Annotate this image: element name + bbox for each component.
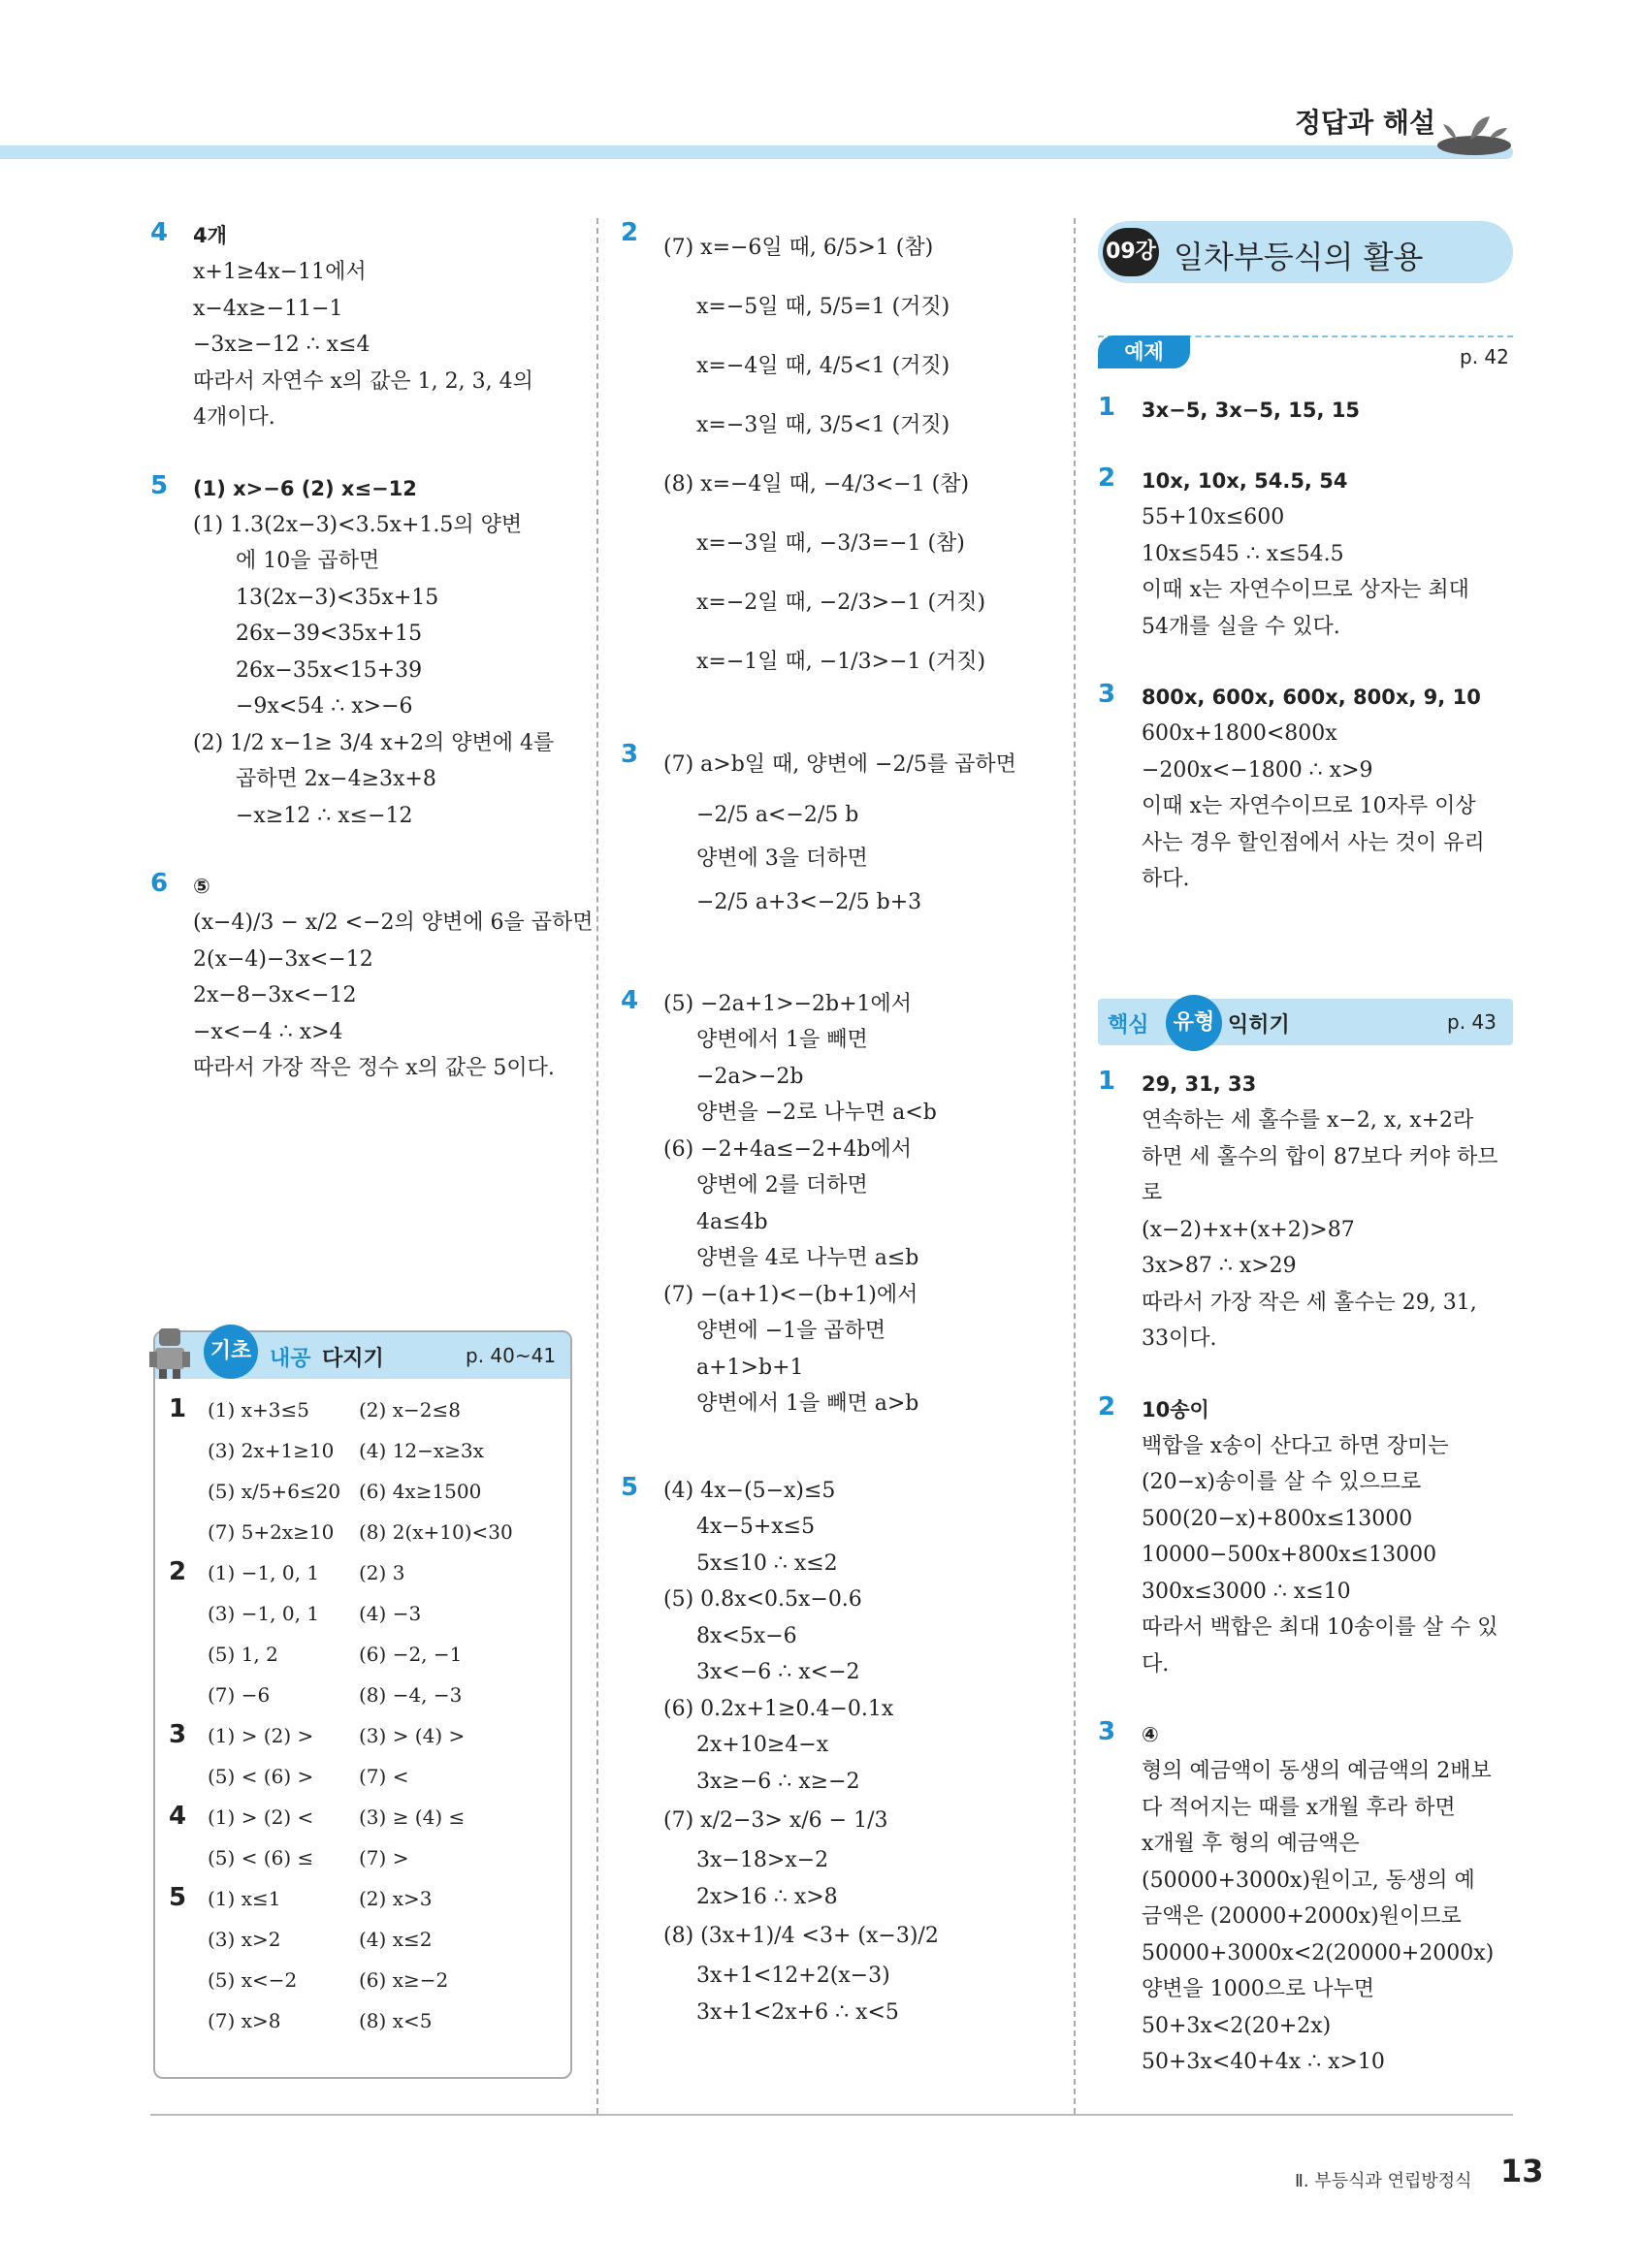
column-divider <box>1074 218 1076 2114</box>
item-number: 6 <box>150 869 169 898</box>
solution-line: (8) x=−4일 때, −4/3<−1 (참) <box>663 472 970 496</box>
solution-line: 600x+1800<800x <box>1142 721 1337 746</box>
answer-item <box>1098 1717 1515 2081</box>
solution-line: −x≥12 ∴ x≤−12 <box>236 803 413 828</box>
answer-item <box>621 740 1047 928</box>
basic-answers <box>169 1390 562 2042</box>
item-number: 3 <box>1098 680 1116 709</box>
core-badge: 유형 <box>1166 995 1222 1051</box>
basic-row: (5) x/5+6≤20 (6) 4x≥1500 <box>208 1480 482 1503</box>
basic-row: (5) < (6) > (7) < <box>208 1765 409 1788</box>
solution-line: 2x>16 ∴ x>8 <box>696 1884 838 1909</box>
solution-line: 따라서 가장 작은 정수 x의 값은 5이다. <box>193 1056 555 1080</box>
basic-row: (5) x<−2 (6) x≥−2 <box>208 1968 449 1992</box>
item-number: 1 <box>1098 393 1116 422</box>
basic-row: (5) < (6) ≤ (7) > <box>208 1846 409 1869</box>
solution-line: x=−2일 때, −2/3>−1 (거짓) <box>696 591 986 615</box>
item-number: 2 <box>1098 463 1116 493</box>
item-answer: (1) x>−6 (2) x≤−12 <box>193 476 417 500</box>
basic-row: (7) 5+2x≥10 (8) 2(x+10)<30 <box>208 1520 513 1544</box>
answer-item <box>150 218 577 436</box>
core-answers <box>1098 1067 1515 2081</box>
solution-line: (7) x=−6일 때, 6/5>1 (참) <box>663 236 934 260</box>
solution-line: (20−x)송이를 살 수 있으므로 <box>1142 1470 1422 1494</box>
solution-line: 양변에 2를 더하면 <box>696 1173 868 1198</box>
solution-line: 50000+3000x<2(20000+2000x) <box>1142 1940 1495 1965</box>
solution-line: (6) 0.2x+1≥0.4−0.1x <box>663 1696 894 1721</box>
answer-item <box>150 869 594 1087</box>
solution-line: x−4x≥−11−1 <box>193 296 343 321</box>
solution-line: 따라서 자연수 x의 값은 1, 2, 3, 4의 <box>193 368 533 394</box>
basic-row: 3 (1) > (2) > (3) > (4) > <box>169 1720 466 1749</box>
solution-line: 3x−18>x−2 <box>696 1848 829 1872</box>
solution-line: (5) −2a+1>−2b+1에서 <box>663 991 913 1016</box>
solution-line: 50+3x<40+4x ∴ x>10 <box>1142 2050 1385 2074</box>
solution-line: 양변을 1000으로 나누면 <box>1142 1977 1374 2001</box>
basic-row: (3) 2x+1≥10 (4) 12−x≥3x <box>208 1439 484 1462</box>
item-answer: ⑤ <box>193 875 210 898</box>
solution-line: 2x−8−3x<−12 <box>193 983 357 1007</box>
solution-line: 3x+1<2x+6 ∴ x<5 <box>696 1999 899 2025</box>
solution-line: 8x<5x−6 <box>696 1623 797 1648</box>
solution-line: 곱하면 2x−4≥3x+8 <box>236 767 436 791</box>
solution-line: 4x−5+x≤5 <box>696 1515 816 1539</box>
solution-line: (7) −(a+1)<−(b+1)에서 <box>663 1282 918 1307</box>
solution-line: −9x<54 ∴ x>−6 <box>236 694 413 719</box>
solution-line: x=−1일 때, −1/3>−1 (거짓) <box>696 650 986 674</box>
core-title-b: 익히기 <box>1228 1013 1290 1038</box>
solution-line: 3x>87 ∴ x>29 <box>1142 1254 1297 1278</box>
item-answer: 10x, 10x, 54.5, 54 <box>1142 469 1348 493</box>
lesson-banner <box>1098 221 1513 283</box>
footer-section: Ⅱ. 부등식과 연립방정식 <box>1295 2171 1472 2191</box>
item-number: 1 <box>1098 1067 1116 1096</box>
item-number: 5 <box>621 1472 639 1502</box>
solution-line: 백합을 x송이 산다고 하면 장미는 <box>1142 1433 1449 1458</box>
basic-badge: 기초 <box>204 1325 258 1379</box>
solution-line: 4개이다. <box>193 405 275 430</box>
item-answer: 10송이 <box>1142 1397 1209 1421</box>
solution-line: 따라서 가장 작은 세 홀수는 29, 31, <box>1142 1290 1477 1315</box>
solution-line: 300x≤3000 ∴ x≤10 <box>1142 1579 1351 1604</box>
solution-line: (x−4)/3 − x/2 <−2의 양변에 6을 곱하면 <box>193 910 594 935</box>
solution-line: x개월 후 형의 예금액은 <box>1142 1832 1360 1856</box>
solution-line: 로 <box>1142 1181 1163 1205</box>
solution-line: −2a>−2b <box>696 1064 804 1089</box>
solution-line: 하다. <box>1142 867 1190 891</box>
solution-line: −x<−4 ∴ x>4 <box>193 1019 343 1044</box>
solution-line: 양변에 −1을 곱하면 <box>696 1319 886 1343</box>
answer-item <box>1098 1392 1515 1683</box>
answer-item <box>1098 393 1515 429</box>
basic-row: (3) −1, 0, 1 (4) −3 <box>208 1602 422 1625</box>
item-number: 3 <box>1098 1717 1116 1746</box>
solution-line: (6) −2+4a≤−2+4b에서 <box>663 1136 913 1162</box>
basic-row: (7) x>8 (8) x<5 <box>208 2009 433 2032</box>
item-answer: 3x−5, 3x−5, 15, 15 <box>1142 399 1361 422</box>
item-number: 4 <box>150 218 169 247</box>
solution-line: 양변을 4로 나누면 a≤b <box>696 1246 919 1270</box>
sprout-icon <box>1435 109 1513 157</box>
solution-line: 5x≤10 ∴ x≤2 <box>696 1550 838 1576</box>
solution-line: 양변에 3을 더하면 <box>696 847 868 871</box>
solution-line: a+1>b+1 <box>696 1355 804 1380</box>
solution-line: (7) x/2−3> x/6 − 1/3 <box>663 1808 888 1833</box>
header-title: 정답과 해설 <box>1295 107 1435 139</box>
item-number: 5 <box>150 470 169 500</box>
answer-item <box>621 1473 1047 2031</box>
solution-line: 2(x−4)−3x<−12 <box>193 946 373 972</box>
solution-line: 다. <box>1142 1651 1170 1677</box>
solution-line: (2) 1/2 x−1≥ 3/4 x+2의 양변에 4를 <box>193 730 555 755</box>
answer-item <box>1098 680 1515 898</box>
page-number: 13 <box>1500 2153 1544 2189</box>
solution-line: 3x<−6 ∴ x<−2 <box>696 1660 860 1684</box>
item-number: 2 <box>1098 1391 1116 1421</box>
solution-line: x=−3일 때, −3/3=−1 (참) <box>696 531 965 556</box>
item-number: 3 <box>621 740 639 769</box>
solution-line: −2/5 a<−2/5 b <box>696 803 859 827</box>
basic-title-a: 내공 <box>270 1347 311 1371</box>
basic-page-ref: p. 40~41 <box>466 1344 557 1367</box>
core-page-ref: p. 43 <box>1447 1010 1497 1034</box>
solution-line: 연속하는 세 홀수를 x−2, x, x+2라 <box>1142 1108 1474 1133</box>
solution-line: (1) 1.3(2x−3)<3.5x+1.5의 양변 <box>193 512 523 537</box>
solution-line: 이때 x는 자연수이므로 10자루 이상 <box>1142 794 1476 818</box>
basic-row: (5) 1, 2 (6) −2, −1 <box>208 1643 463 1666</box>
answer-item <box>621 986 1047 1422</box>
lesson-badge: 09강 <box>1103 228 1159 276</box>
solution-line: 따라서 백합은 최대 10송이를 살 수 있 <box>1142 1615 1498 1640</box>
footer-divider <box>150 2114 1513 2116</box>
column-2 <box>621 218 1047 2030</box>
solution-line: 54개를 실을 수 있다. <box>1142 614 1340 639</box>
solution-line: 26x−35x<15+39 <box>236 657 423 683</box>
solution-line: 사는 경우 할인점에서 사는 것이 유리 <box>1142 830 1485 855</box>
solution-line: x=−4일 때, 4/5<1 (거짓) <box>696 354 950 378</box>
answer-item <box>150 471 577 835</box>
lesson-title: 일차부등식의 활용 <box>1174 239 1424 275</box>
solution-line: 에 10을 곱하면 <box>236 549 380 573</box>
item-answer: 29, 31, 33 <box>1142 1072 1257 1096</box>
solution-line: (50000+3000x)원이고, 동생의 예 <box>1142 1868 1475 1893</box>
solution-line: (8) (3x+1)/4 <3+ (x−3)/2 <box>663 1924 939 1948</box>
solution-line: 3x≥−6 ∴ x≥−2 <box>696 1769 860 1794</box>
solution-line: x=−3일 때, 3/5<1 (거짓) <box>696 413 950 437</box>
core-title-a: 핵심 <box>1108 1013 1149 1038</box>
solution-line: 50+3x<2(20+2x) <box>1142 2013 1332 2038</box>
solution-line: x+1≥4x−11에서 <box>193 260 367 284</box>
basic-row: 4 (1) > (2) < (3) ≥ (4) ≤ <box>169 1802 466 1831</box>
basic-row: 2 (1) −1, 0, 1 (2) 3 <box>169 1557 405 1586</box>
solution-line: 하면 세 홀수의 합이 87보다 커야 하므 <box>1142 1144 1498 1169</box>
basic-row: 5 (1) x≤1 (2) x>3 <box>169 1883 433 1912</box>
item-number: 2 <box>621 218 639 247</box>
solution-line: 형의 예금액이 동생의 예금액의 2배보 <box>1142 1759 1492 1783</box>
header-bar <box>0 145 1513 159</box>
answer-item <box>621 218 1047 691</box>
solution-line: (7) a>b일 때, 양변에 −2/5를 곱하면 <box>663 752 1016 777</box>
solution-line: 3x+1<12+2(x−3) <box>696 1964 890 1988</box>
item-number: 4 <box>621 985 639 1015</box>
solution-line: 10x≤545 ∴ x≤54.5 <box>1142 541 1344 566</box>
solution-line: 이때 x는 자연수이므로 상자는 최대 <box>1142 578 1469 602</box>
answer-item <box>1098 1067 1515 1358</box>
item-answer: ④ <box>1142 1723 1159 1746</box>
solution-line: 13(2x−3)<35x+15 <box>236 585 439 610</box>
example-answers <box>1098 393 1515 898</box>
example-tag: 예제 <box>1098 335 1190 368</box>
solution-line: (5) 0.8x<0.5x−0.6 <box>663 1587 862 1612</box>
item-answer: 800x, 600x, 600x, 800x, 9, 10 <box>1142 686 1481 709</box>
column-1 <box>150 218 594 1087</box>
solution-line: 다 적어지는 때를 x개월 후라 하면 <box>1142 1795 1456 1820</box>
basic-title-b: 다지기 <box>322 1347 384 1371</box>
solution-line: −2/5 a+3<−2/5 b+3 <box>696 889 922 914</box>
basic-practice-header <box>155 1332 570 1379</box>
solution-line: 500(20−x)+800x≤13000 <box>1142 1506 1413 1531</box>
solution-line: 양변에서 1을 빼면 <box>696 1028 868 1052</box>
solution-line: 양변을 −2로 나누면 a<b <box>696 1101 937 1125</box>
solution-line: 양변에서 1을 빼면 a>b <box>696 1391 919 1416</box>
solution-line: 10000−500x+800x≤13000 <box>1142 1543 1437 1567</box>
solution-line: 4a≤4b <box>696 1209 768 1234</box>
solution-line: 55+10x≤600 <box>1142 505 1285 529</box>
basic-row: (3) x>2 (4) x≤2 <box>208 1928 433 1951</box>
solution-line: −200x<−1800 ∴ x>9 <box>1142 757 1373 783</box>
solution-line: 2x+10≥4−x <box>696 1733 829 1757</box>
solution-line: 33이다. <box>1142 1326 1217 1351</box>
solution-line: 26x−39<35x+15 <box>236 622 423 646</box>
basic-practice-box <box>153 1330 572 2079</box>
solution-line: 금액은 (20000+2000x)원이므로 <box>1142 1904 1462 1929</box>
solution-line: (4) 4x−(5−x)≤5 <box>663 1478 836 1503</box>
robot-icon <box>145 1323 194 1381</box>
basic-row: 1 (1) x+3≤5 (2) x−2≤8 <box>169 1394 461 1423</box>
answer-item <box>1098 463 1515 645</box>
example-page-ref: p. 42 <box>1460 345 1509 368</box>
core-type-banner <box>1098 999 1513 1045</box>
solution-line: (x−2)+x+(x+2)>87 <box>1142 1217 1355 1242</box>
solution-line: x=−5일 때, 5/5=1 (거짓) <box>696 295 950 319</box>
solution-line: −3x≥−12 ∴ x≤4 <box>193 333 370 357</box>
item-answer: 4개 <box>193 224 227 247</box>
column-divider <box>596 218 598 2114</box>
basic-row: (7) −6 (8) −4, −3 <box>208 1683 463 1707</box>
